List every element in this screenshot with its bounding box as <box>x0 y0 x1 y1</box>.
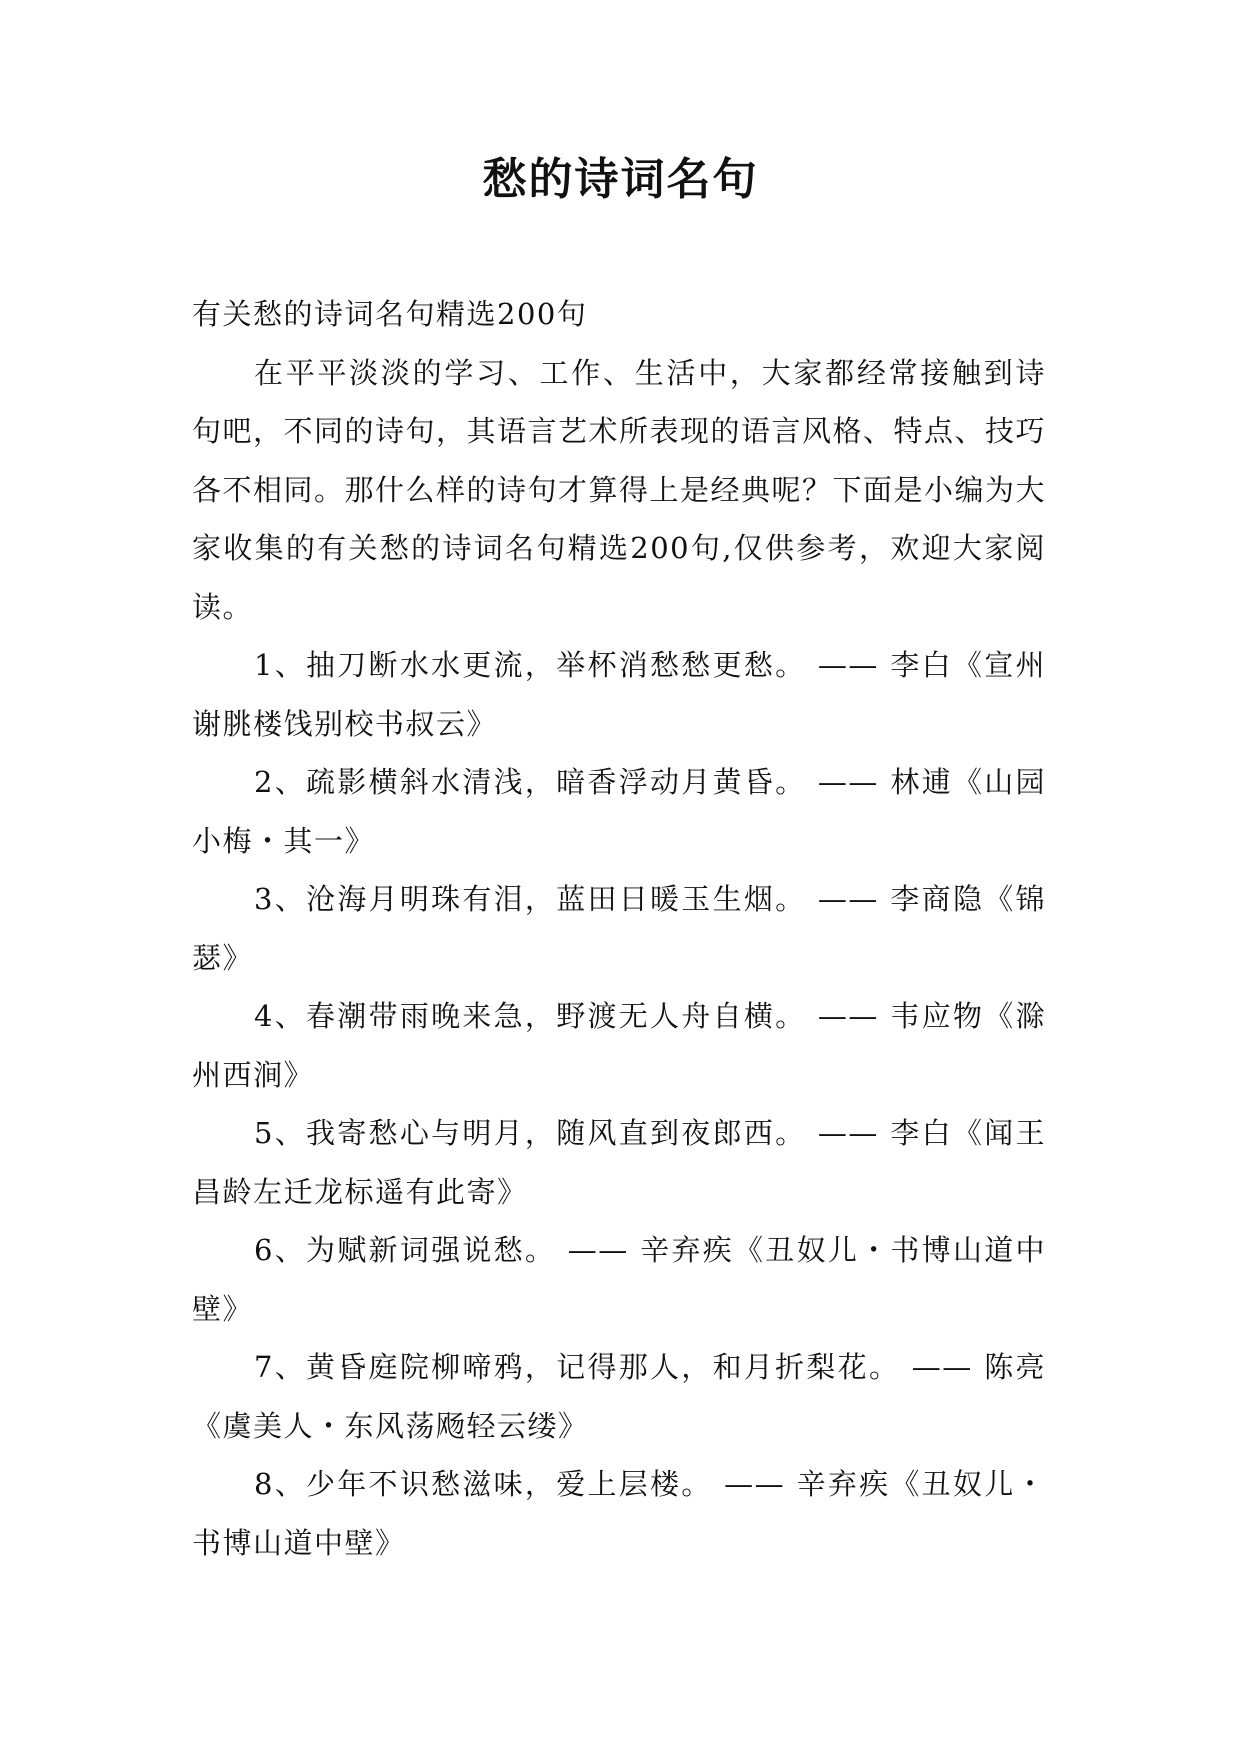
poem-entry: 6、为赋新词强说愁。 —— 辛弃疾《丑奴儿・书博山道中壁》 <box>192 1233 1046 1326</box>
poem-entry: 1、抽刀断水水更流，举杯消愁愁更愁。 —— 李白《宣州谢朓楼饯别校书叔云》 <box>192 648 1046 741</box>
document-subtitle: 有关愁的诗词名句精选200句 <box>192 297 588 331</box>
page-title: 愁的诗词名句 <box>482 154 759 205</box>
poem-entry: 8、少年不识愁滋味，爱上层楼。 —— 辛弃疾《丑奴儿・书博山道中壁》 <box>192 1467 1046 1560</box>
poem-entry: 3、沧海月明珠有泪，蓝田日暖玉生烟。 —— 李商隐《锦瑟》 <box>192 882 1046 975</box>
poem-entry: 7、黄昏庭院柳啼鸦，记得那人，和月折梨花。 —— 陈亮《虞美人・东风荡飏轻云缕》 <box>192 1350 1046 1443</box>
poem-entry: 5、我寄愁心与明月，随风直到夜郎西。 —— 李白《闻王昌龄左迁龙标遥有此寄》 <box>192 1116 1046 1209</box>
document-body <box>192 285 1046 1572</box>
intro-paragraph: 在平平淡淡的学习、工作、生活中，大家都经常接触到诗句吧，不同的诗句，其语言艺术所表现的语言风格、特点、技巧各不相同。那什么样的诗句才算得上是经典呢？下面是小编为大家收集的有关愁的诗词名句精选200句,仅供参考，欢迎大家阅读。 <box>192 355 1047 624</box>
poem-entry: 2、疏影横斜水清浅，暗香浮动月黄昏。 —— 林逋《山园小梅・其一》 <box>192 765 1046 858</box>
poem-entry: 4、春潮带雨晚来急，野渡无人舟自横。 —— 韦应物《滁州西涧》 <box>192 999 1046 1092</box>
